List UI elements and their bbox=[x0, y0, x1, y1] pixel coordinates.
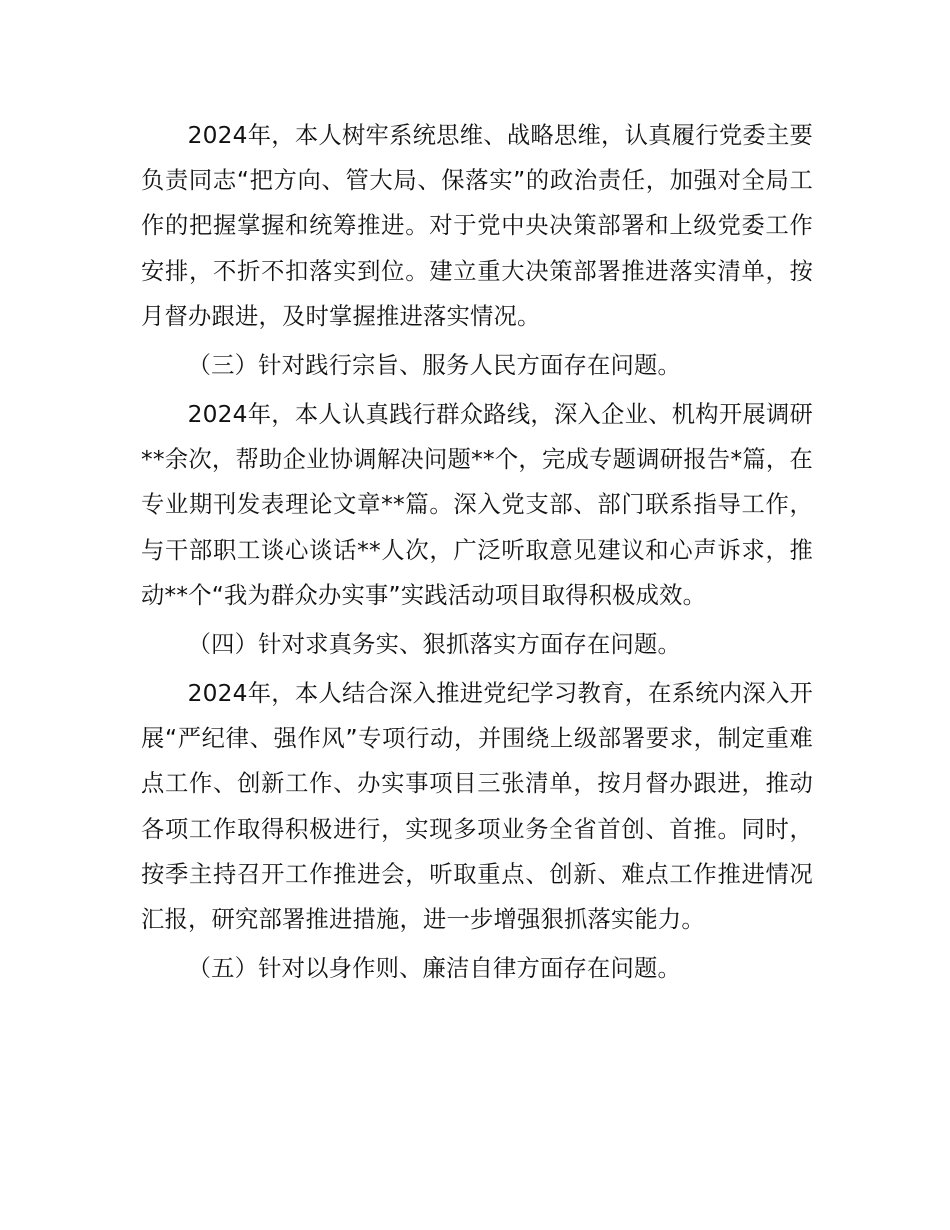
document-body bbox=[141, 113, 813, 995]
section-heading-3: （三）针对践行宗旨、服务人民方面存在问题。 bbox=[187, 351, 682, 379]
paragraph-implementation: 2024年，本人结合深入推进党纪学习教育，在系统内深入开展“严纪律、强作风”专项行动，并围绕上级部署要求，制定重难点工作、创新工作、办实事项目三张清单，按月督办跟进，推动各项工作取得积极进行，实现多项业务全省首创、首推。同时，按季主持召开工作推进会，听取重点、创新、难点工作推进情况汇报，研究部署推进措施，进一步增强狠抓落实能力。 bbox=[141, 680, 813, 934]
paragraph-serve-people: 2024年，本人认真践行群众路线，深入企业、机构开展调研**余次，帮助企业协调解决问题**个，完成专题调研报告*篇，在专业期刊发表理论文章**篇。深入党支部、部门联系指导工作，与干部职工谈心谈话**人次，广泛听取意见建议和心声诉求，推动**个“我为群众办实事”实践活动项目取得积极成效。 bbox=[141, 401, 813, 609]
section-heading-5: （五）针对以身作则、廉洁自律方面存在问题。 bbox=[187, 955, 682, 983]
paragraph-strategic-thinking: 2024年，本人树牢系统思维、战略思维，认真履行党委主要负责同志“把方向、管大局、保落实”的政治责任，加强对全局工作的把握掌握和统筹推进。对于党中央决策部署和上级党委工作安排，不折不扣落实到位。建立重大决策部署推进落实清单，按月督办跟进，及时掌握推进落实情况。 bbox=[141, 122, 813, 330]
section-heading-4: （四）针对求真务实、狠抓落实方面存在问题。 bbox=[187, 630, 682, 658]
